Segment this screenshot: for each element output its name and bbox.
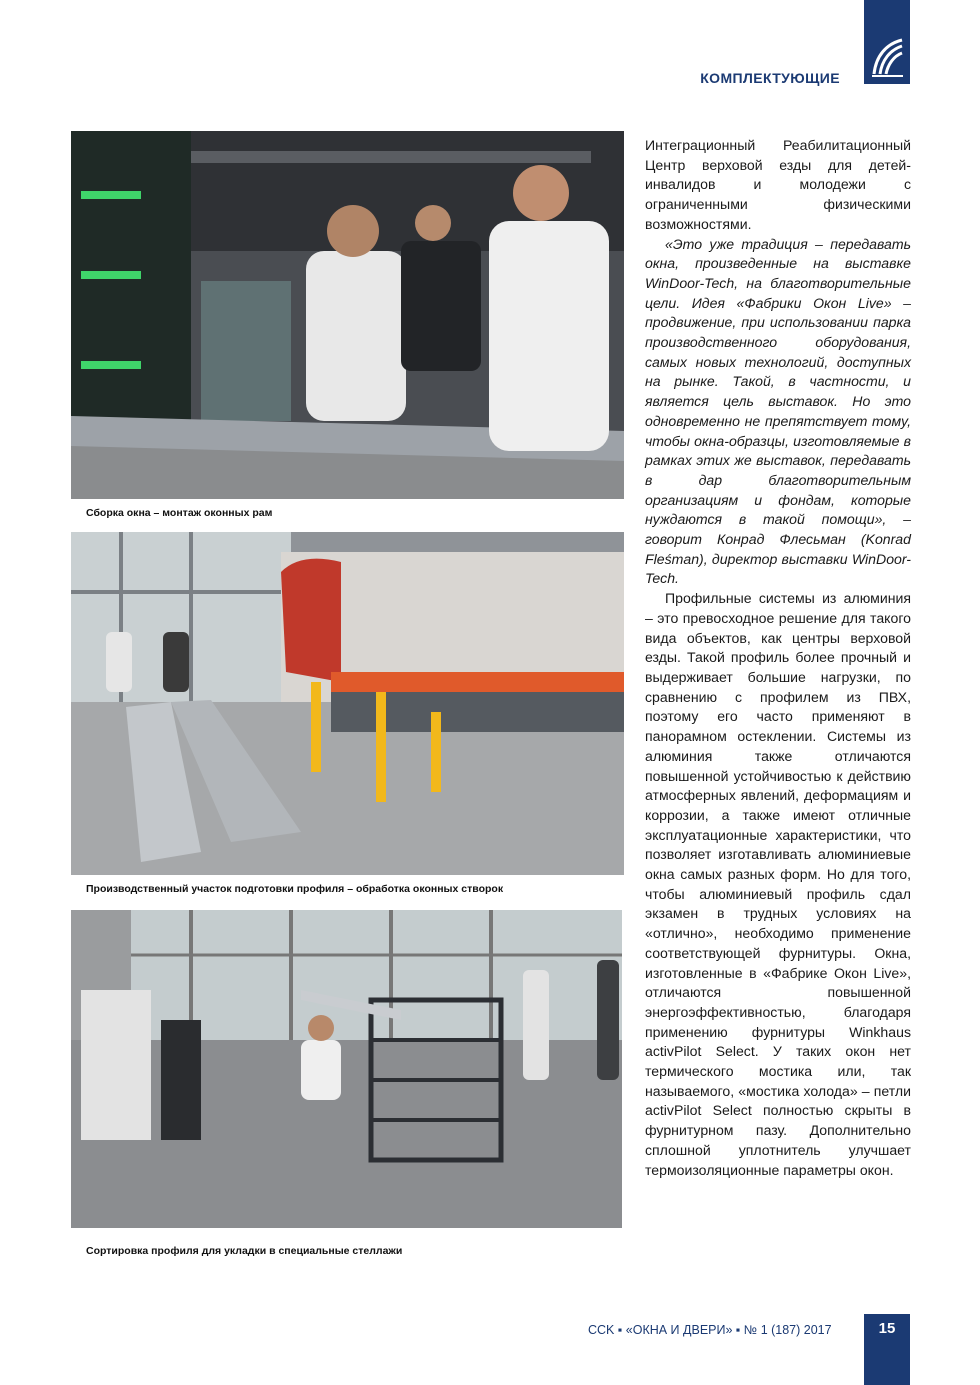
paragraph-3: Профильные системы из алюминия – это превосходное решение для такого вида объектов, как центры верховой езды. Такой профиль более прочный и выдерживает большие нагрузки, по сравнению с профилем из ПВХ, поэтому его часто применяют в панорамном остеклении. Системы из алюминия также отличаются повышенной устойчивостью к действию атмосферных явлений, деформациям и коррозии, а также имеют отличные эксплуатационные характеристики, что позволяет изготавливать алюминиевые окна самых разных форм. Но для того, чтобы алюминиевый профиль сдал экзамен в трудных условиях на «отлично», необходимо применение соответствующей фурнитуры. Окна, изготовленные в «Фабрике Окон Live», отличаются повышенной энергоэффективностью, благодаря применению фурнитуры Winkhaus activPilot Select. У таких окон нет термического мостика или, так называемого, «мостика холода» – петли activPilot Select полностью скрыты в фурнитурном пазу. Дополнительно сплошной уплотнитель улучшает термоизоляционные параметры окон.: [645, 590, 911, 1178]
photo-window-assembly: [71, 131, 624, 499]
figure-caption-1: Сборка окна – монтаж оконных рам: [86, 507, 273, 519]
page-number: 15: [864, 1314, 910, 1385]
figure-caption-2: Производственный участок подготовки профиля – обработка оконных створок: [86, 883, 504, 895]
article-text: [645, 136, 911, 1180]
brand-swoosh-icon: [870, 36, 904, 78]
photo-profile-preparation: [71, 532, 624, 875]
footer-issue: CCK ▪ «ОКНА И ДВЕРИ» ▪ № 1 (187) 2017: [588, 1323, 832, 1337]
paragraph-quote: «Это уже традиция – передавать окна, произведенные на выставке WinDoor-Tech, на благотворительные цели. Идея «Фабрики Окон Live» – продвижение, при использовании парка производственного оборудования, самых новых технологий, доступных на рынке. Такой, в частности, и является цель выставок. Но это одновременно не препятствует тому, чтобы окна-образцы, изготовляемые в рамках этих же выставок, передавать в дар благотворительным организациям и фондам, которые нуждаются в такой помощи», – говорит Конрад Флесьман (Konrad Fleśman), директор выставки WinDoor-Tech.: [645, 235, 911, 587]
header-tab: [864, 0, 910, 84]
paragraph-1: Интеграционный Реабилитационный Центр верховой езды для детей-инвалидов и молодежи с ограниченными физическими возможностями.: [645, 137, 911, 232]
figure-caption-3: Сортировка профиля для укладки в специальные стеллажи: [86, 1245, 403, 1257]
section-title: КОМПЛЕКТУЮЩИЕ: [700, 70, 840, 86]
photo-profile-sorting: [71, 910, 622, 1228]
